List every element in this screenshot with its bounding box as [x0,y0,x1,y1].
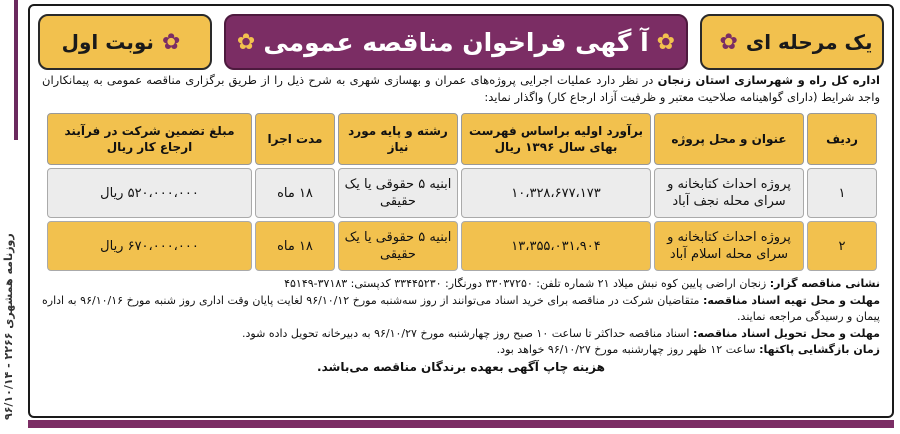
column-header: مدت اجرا [255,113,335,165]
intro-paragraph [42,72,880,106]
single-stage-label-box [700,14,884,70]
required-grade: ابنیه ۵ حقوقی یا یک حقیقی [338,221,458,271]
column-header: ردیف [807,113,877,165]
address-line [42,276,880,293]
column-header: رشته و پایه مورد نیاز [338,113,458,165]
opening-label: زمان بازگشایی پاکتها: [759,343,880,356]
newspaper-label: روزنامه همشهری ۲۲۶۶ - ۹۶/۱۰/۱۴ [2,233,15,420]
first-turn-label-box [38,14,212,70]
flower-icon: ✿ [161,29,181,55]
flower-icon: ✿ [656,29,676,55]
delivery-line [42,326,880,343]
ad-title: آ گهی فراخوان مناقصه عمومی [263,27,649,57]
document-deadline-text: متقاضیان شرکت در مناقصه برای خرید اسناد می‌توانند از روز سه‌شنبه مورخ ۹۶/۱۰/۱۲ لغایت پایان وقت اداری روز شنبه مورخ ۹۶/۱۰/۱۶ به اداره پیمان و رسیدگی مراجعه نمایند. [42,293,880,323]
single-stage-label: یک مرحله ای [745,30,873,54]
project-title: پروژه احداث کتابخانه و سرای محله نجف آباد [654,168,804,218]
first-turn-label: نوبت اول [61,30,154,54]
bottom-color-bar [28,420,894,428]
ad-header [38,14,884,66]
flower-icon: ✿ [236,29,256,55]
tender-table [44,110,880,274]
printing-cost-note: هزینه چاپ آگهی بعهده برندگان مناقصه می‌باشد. [317,359,605,374]
table-row [47,168,877,218]
document-deadline-line [42,293,880,326]
tender-details [42,276,880,375]
flower-icon: ✿ [719,29,738,55]
side-strip [0,0,26,434]
intro-text: در نظر دارد عملیات اجرایی پروژه‌های عمران و بهسازی شهری به شرح ذیل را از طریق برگزاری مناقصه عمومی به پیمانکاران واجد شرایط (دارای گواهینامه صلاحیت معتبر و ظرفیت آزاد ارجاع کار) واگذار نماید: [42,73,880,104]
delivery-label: مهلت و محل تحویل اسناد مناقصه: [692,326,880,340]
duration: ۱۸ ماه [255,221,335,271]
opening-text: ساعت ۱۲ ظهر روز چهارشنبه مورخ ۹۶/۱۰/۲۷ خواهد بود. [496,343,760,356]
column-header: عنوان و محل پروژه [654,113,804,165]
document-deadline-label: مهلت و محل تهیه اسناد مناقصه: [702,293,881,307]
table-header-row [47,113,877,165]
guarantee-amount: ۵۲۰،۰۰۰،۰۰۰ ریال [47,168,252,218]
opening-line [42,342,880,359]
address-text: زنجان اراضی پایین کوه نبش میلاد ۲۱ شماره تلفن: ۳۳۰۳۷۲۵۰ دورنگار: ۳۳۴۴۵۲۳۰ کدپستی: ۳۷۱۸۳-۴۵۱۴۹ [284,277,770,290]
column-header: مبلغ تضمین شرکت در فرآیند ارجاع کار ریال [47,113,252,165]
side-color-bar [14,0,18,140]
delivery-text: اسناد مناقصه حداکثر تا ساعت ۱۰ صبح روز چهارشنبه مورخ ۹۶/۱۰/۲۷ به دبیرخانه تحویل داده شود. [242,326,693,340]
row-number: ۱ [807,168,877,218]
guarantee-amount: ۶۷۰،۰۰۰،۰۰۰ ریال [47,221,252,271]
tender-advertisement [28,4,894,418]
required-grade: ابنیه ۵ حقوقی یا یک حقیقی [338,168,458,218]
estimate-value: ۱۰،۳۲۸،۶۷۷،۱۷۳ [461,168,651,218]
column-header: برآورد اولیه براساس فهرست بهای سال ۱۳۹۶ ریال [461,113,651,165]
duration: ۱۸ ماه [255,168,335,218]
ad-title-box [224,14,688,70]
row-number: ۲ [807,221,877,271]
organization-name: اداره کل راه و شهرسازی استان زنجان [657,73,880,87]
project-title: پروژه احداث کتابخانه و سرای محله اسلام آباد [654,221,804,271]
table-row [47,221,877,271]
address-label: نشانی مناقصه گزار: [769,277,880,290]
estimate-value: ۱۳،۳۵۵،۰۳۱،۹۰۴ [461,221,651,271]
